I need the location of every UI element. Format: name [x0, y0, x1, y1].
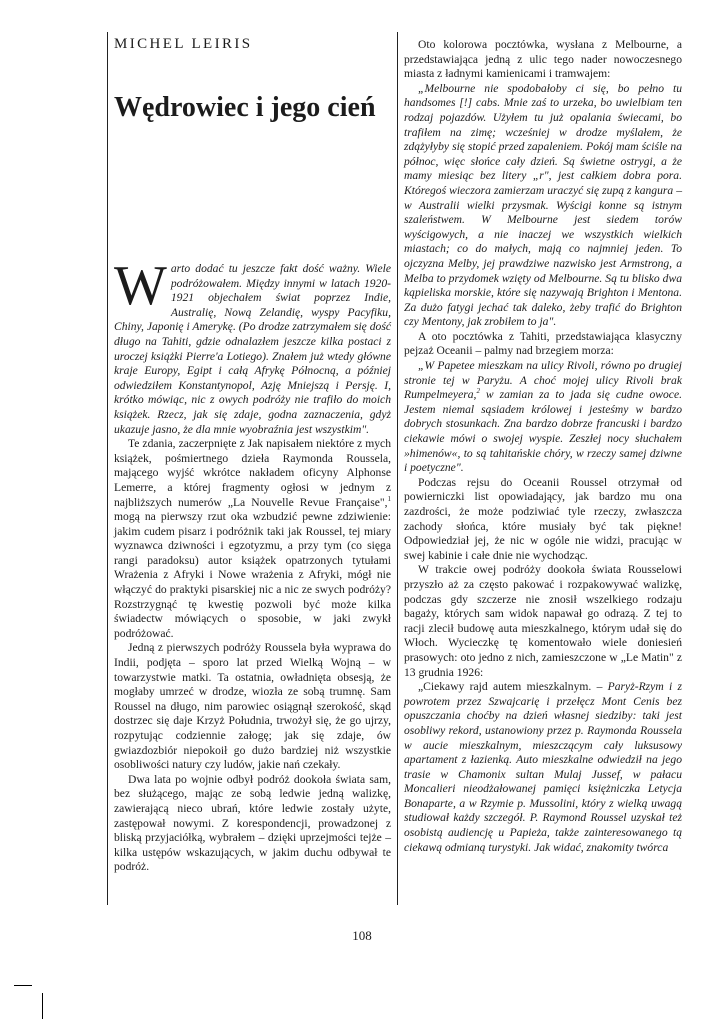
- left-column: [114, 255, 391, 875]
- paragraph: Oto kolorowa pocztówka, wysłana z Melbourne, a przedstawiająca jedną z ulic tego nader nowoczesnego miasta z ładnymi kamienicami i tramwajem:: [404, 38, 682, 81]
- right-column: [404, 38, 682, 855]
- article-title: Wędrowiec i jego cień: [114, 92, 376, 123]
- footnote-marker: 1: [387, 494, 391, 503]
- paragraph: Warto dodać tu jeszcze fakt dość ważny. Wiele podróżowałem. Między innymi w latach 1920-1921 objechałem świat poprzez Indie, Australię, Nową Zelandię, wyspy Pacyfiku, Chiny, Japonię i Amerykę. (Po drodze zatrzymałem się dość długo na Tahiti, gdzie odnalazłem jeszcze kilka postaci z uroczej książki Pierre'a Lotiego). Znałem już wtedy główne kraje Europy, Egipt i całą Afrykę Północną, a później odwiedziłem Konstantynopol, Azję Mniejszą i Persję. I, krótko mówiąc, nic z owych podróży nie trafiło do moich książek. Rzecz, jak się zdaje, godna zaznaczenia, gdyż ukazuje jasno, że dla mnie wyobraźnia jest wszystkim".: [114, 255, 391, 436]
- crop-mark-vertical: [42, 993, 43, 1019]
- footnote-marker: 2: [476, 387, 480, 396]
- page-number: 108: [352, 928, 372, 943]
- quote-paragraph: „Melbourne nie spodobałoby ci się, bo pełno tu handsomes [!] cabs. Mnie zaś to urzeka, bo uwielbiam ten rodzaj pojazdów. Użyłem tu już opalania świecami, bo trafiłem na zimę; wcześniej w drodze myślałem, że zdążyłyby się stopić przed zapaleniem. Pokój mam ściśle na północ, więc słońce cały dzień. Są świetne ostrygi, a że mamy miesiąc bez litery „r", jest całkiem dobra pora. Któregoś wieczora zamierzam uraczyć się zupą z kangura – w Australii wielki przysmak. Wyścigi konne są istnym szaleństwem. W Melbourne jest siedem torów wyścigowych, a nie inaczej we wszystkich wielkich miastach; co do małych, mają co najmniej jeden. To ojczyzna Melby, jej prawdziwe nazwisko jest Armstrong, a Melba to przydomek wzięty od Melbourne. Są tu blisko dwa kąpieliska morskie, które się nazywają Brighton i Mentona. Za dużo fatygi jechać tak daleko, żeby trafić do Brighton czy Mentony, jak zrobiłem to ja".: [404, 81, 682, 329]
- paragraph: Dwa lata po wojnie odbył podróż dookoła świata sam, bez służącego, mając ze sobą ledwie jedną walizkę, zawierającą nieco ubrań, które ledwie zostały użyte, zastępował nowymi. Z korespondencji, prowadzonej z bliską przyjaciółką, wybrałem – dzięki uprzejmości tejże – kilka ustępów wskazujących, w jakim duchu odbywał te podróż.: [114, 772, 391, 874]
- paragraph: Te zdania, zaczerpnięte z Jak napisałem niektóre z mych książek, pośmiertnego dzieła Raymonda Roussela, mającego wyjść wkrótce nakładem oficyny Alphonse Lemerre, a której fragmenty ogłosi w jednym z najbliższych numerów „La Nouvelle Revue Française",$^1$ mogą na pierwszy rzut oka wzbudzić pewne zdziwienie: jakim cudem pisarz i podróżnik taki jak Roussel, tej miary wyznawca dziwności i egzotyzmu, a przy tym (co sięga rangi paradoksu) autor książek opatrzonych tytułami Wrażenia z Afryki i Nowe wrażenia z Afryki, mógł nie włączyć do praktyki pisarskiej nic a nic ze swych podróży? Rozstrzygnąć tę kwestię pozwoli być może kilka świadectw mówiących o sposobie, w jaki zwykł podróżować.: [114, 437, 391, 640]
- paragraph: Jedną z pierwszych podróży Roussela była wyprawa do Indii, podjęta – sporo lat przed Wielką Wojną – w towarzystwie matki. Ta ostatnia, owładnięta obsesją, że mogłaby umrzeć w drodze, wiozła ze sobą trumnę. Sam Roussel na długo, nim parowiec osiągnął szerokość, skąd dostrzec się daje Krzyż Południa, trwożył się, że go ujrzy, rozpytując codziennie załogę; jak się zdaje, ów gwiazdozbiór niepokoił go dużo bardziej niż wszystkie osobliwości natury czy ludów, jakie nań czekały.: [114, 641, 391, 772]
- drop-cap: W: [114, 255, 167, 317]
- crop-mark-horizontal: [14, 985, 32, 986]
- quote-paragraph: „W Papetee mieszkam na ulicy Rivoli, równo po drugiej stronie tej w Paryżu. A choć mojej ulicy Rivoli brak Rumpelmeyera,$^2$ w zamian za to jada się cudne owoce. Jestem niemal sąsiadem królowej i jesteśmy w bardzo dobrych stosunkach. Zna bardzo dobrze francuski i bardzo ciekawie mówi o swojej wyspie. Zeszłej nocy słuchałem »himenów«, to są tahitańskie chóry, w rzeczy samej dziwne i poetyczne".: [404, 359, 682, 475]
- column-divider: [397, 32, 398, 905]
- paragraph: A oto pocztówka z Tahiti, przedstawiająca klasyczny pejzaż Oceanii – palmy nad brzegiem morza:: [404, 329, 682, 358]
- paragraph: „Ciekawy rajd autem mieszkalnym. – Paryż-Rzym i z powrotem przez Szwajcarię i przełęcz Mont Cenis bez opuszczania choćby na dzień własnej siedziby: taki jest osobliwy rekord, ustanowiony przez p. Raymonda Roussela w aucie mieszkalnym, mieszczącym cały luksusowy apartament z łazienką. Auto mieszkalne odwiedził na jego trasie w Chamonix sultan Mulaj Jussef, w pałacu Moncalieri nieodżałowanej pamięci księżniczka Letycja Bonaparte, a w Rzymie p. Mussolini, który z wielką uwagą studiował każdy szczegół. P. Raymond Roussel uzyskał też osobistą audiencję u Papieża, także zainteresowanego tą ciekawą odmianą turystyki. Jak widać, znakomity twórca: [404, 680, 682, 854]
- paragraph: W trakcie owej podróży dookoła świata Rousselowi przyszło aż za często pakować i rozpakowywać walizkę, podczas gdy szczerze nie znosił wszelkiego rodzaju bagaży, których sam widok napawał go odrazą. Z tej to racji zlecił budowę auta mieszkalnego, którym udał się do Włoch. Wycieczkę tę komentowało wiele doniesień prasowych: oto jedno z nich, zamieszczone w „Le Matin" z 13 grudnia 1926:: [404, 563, 682, 679]
- author-name: MICHEL LEIRIS: [114, 36, 253, 52]
- paragraph: Podczas rejsu do Oceanii Roussel otrzymał od powierniczki list opowiadający, jak bardzo mu ona zazdrości, że może podziwiać tyle rzeczy, zwłaszcza zachody słońca, które musiały być tak piękne! Odpowiedział jej, że nic w ogóle nie widzi, pracując w swej kabinie i całe dnie nie wychodząc.: [404, 475, 682, 562]
- left-margin-rule: [107, 32, 108, 905]
